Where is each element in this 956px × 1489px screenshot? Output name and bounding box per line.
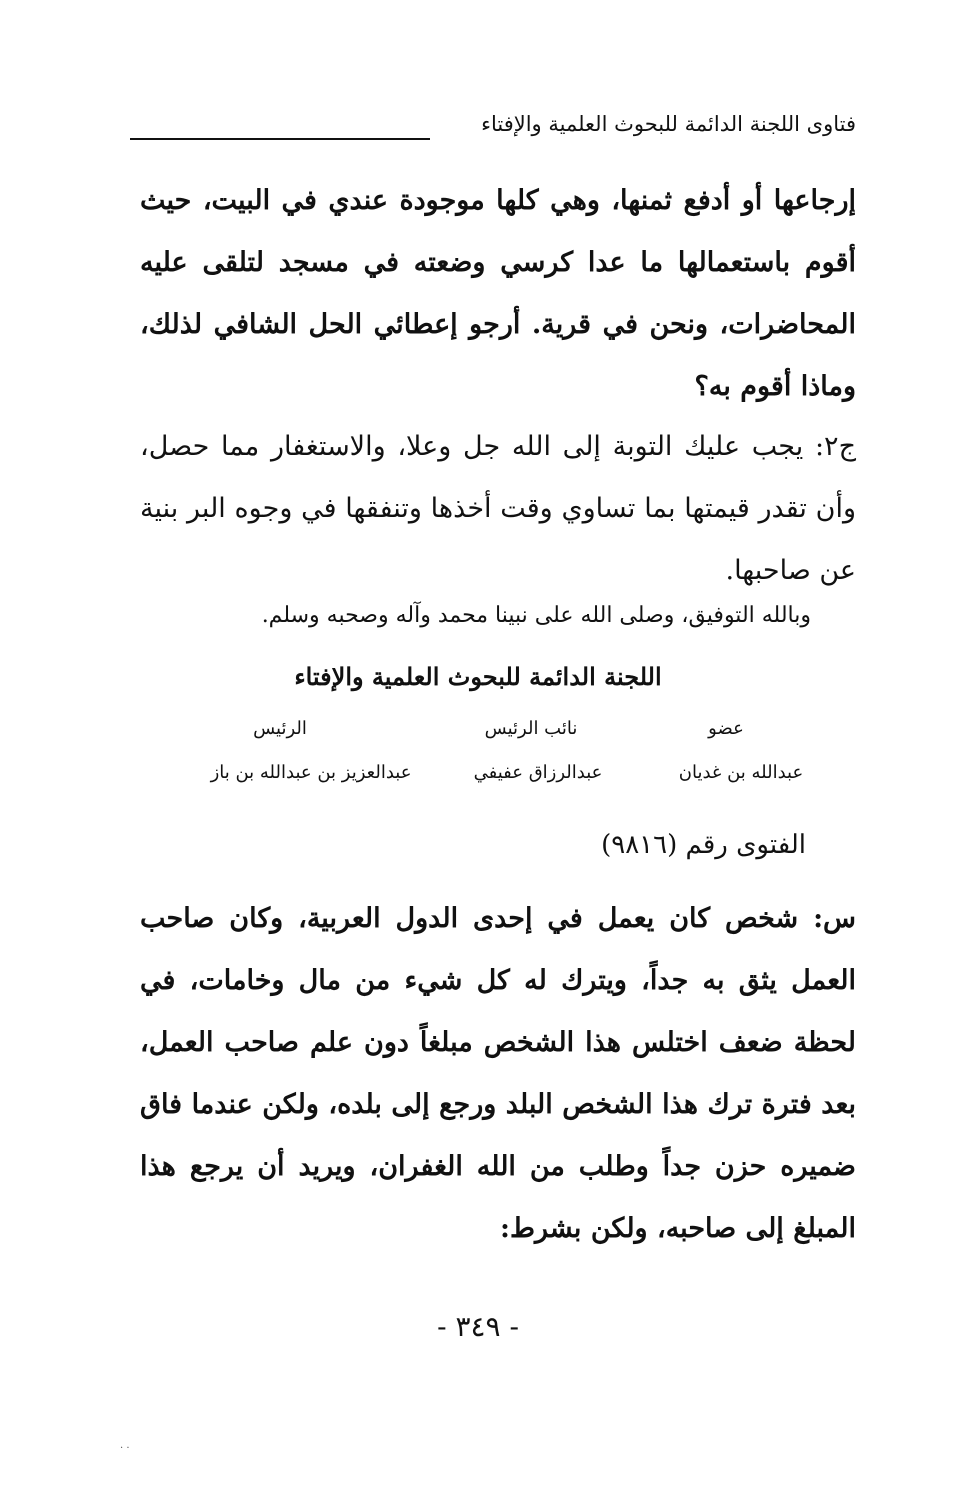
page-number: - ٣٤٩ - [437, 1310, 519, 1343]
fatwa-number: الفتوى رقم (٩٨١٦) [601, 830, 806, 860]
signatory-role-member: عضو [708, 718, 744, 739]
signatory-name-member: عبدالله بن غديان [678, 762, 804, 783]
signatory-role-president: الرئيس [253, 718, 307, 739]
header-rule [130, 138, 430, 140]
question-continued-paragraph: إرجاعها أو أدفع ثمنها، وهي كلها موجودة عندي في البيت، حيث أقوم باستعمالها ما عدا كرسي وضعته في مسجد لتلقى عليه المحاضرات، ونحن في قرية. أرجو إعطائي الحل الشافي لذلك، وماذا أقوم به؟ [140, 185, 856, 402]
closing-line: وبالله التوفيق، وصلى الله على نبينا محمد وآله وصحبه وسلم. [261, 603, 811, 628]
signatory-name-president: عبدالعزيز بن عبدالله بن باز [210, 762, 412, 783]
signatory-name-vice-president: عبدالرزاق عفيفي [473, 762, 603, 783]
question-paragraph: س: شخص كان يعمل في إحدى الدول العربية، وكان صاحب العمل يثق به جداً، ويترك له كل شيء من مال وخامات، في لحظة ضعف اختلس هذا الشخص مبلغاً دون علم صاحب العمل، بعد فترة ترك هذا الشخص البلد ورجع إلى بلده، ولكن عندما فاق ضميره حزن جداً وطلب من الله الغفران، ويريد أن يرجع هذا المبلغ إلى صاحبه، ولكن بشرط: [140, 903, 856, 1244]
signatory-role-vice-president: نائب الرئيس [484, 718, 578, 739]
scan-specks: . . [120, 1440, 130, 1451]
running-header [130, 112, 856, 152]
header-title: فتاوى اللجنة الدائمة للبحوث العلمية والإفتاء [481, 112, 856, 136]
answer-paragraph: ج٢: يجب عليك التوبة إلى الله جل وعلا، والاستغفار مما حصل، وأن تقدر قيمتها بما تساوي وقت أخذها وتنفقها في وجوه البر بنية عن صاحبها. [140, 431, 856, 586]
committee-title: اللجنة الدائمة للبحوث العلمية والإفتاء [294, 662, 662, 691]
